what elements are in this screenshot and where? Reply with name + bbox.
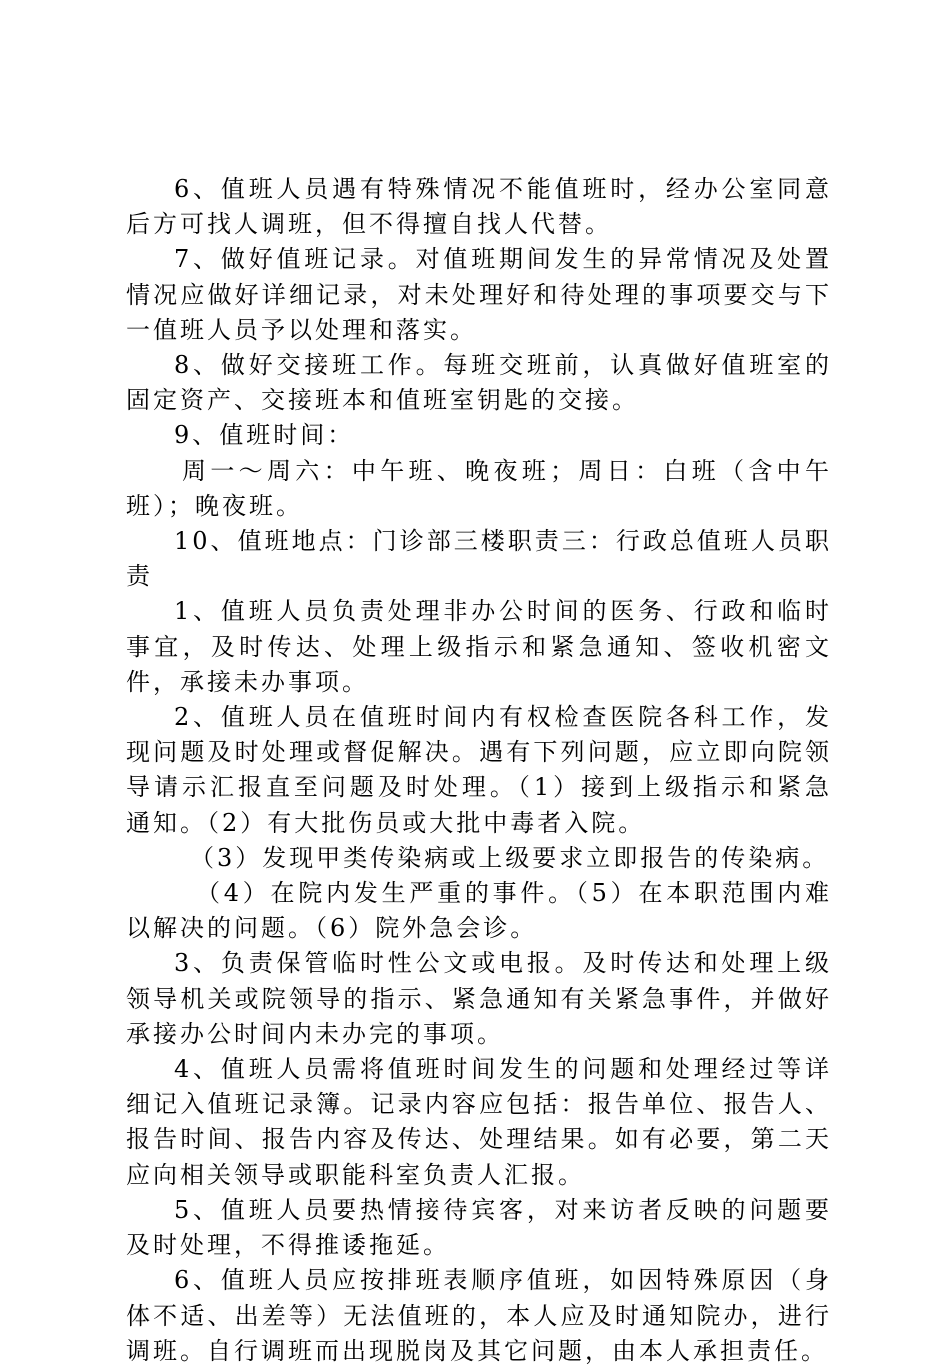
paragraph-duty-schedule: 周一～周六：中午班、晚夜班；周日：白班（含中午班）；晚夜班。 — [126, 456, 832, 520]
paragraph-admin-duty-2: 2、值班人员在值班时间内有权检查医院各科工作，发现问题及时处理或督促解决。遇有下列问题，应立即向院领导请示汇报直至问题及时处理。（1）接到上级指示和紧急通知。（2）有大批伤员或大批中毒者入院。 — [126, 703, 832, 837]
paragraph-admin-duty-5: 5、值班人员要热情接待宾客，对来访者反映的问题要及时处理，不得推诿拖延。 — [126, 1195, 832, 1260]
paragraph-admin-duty-2-item-3: （3）发现甲类传染病或上级要求立即报告的传染病。 — [190, 843, 830, 872]
paragraph-duty-rule-10: 10、值班地点：门诊部三楼职责三：行政总值班人员职责 — [126, 527, 832, 591]
paragraph-admin-duty-3: 3、负责保管临时性公文或电报。及时传达和处理上级领导机关或院领导的指示、紧急通知有关紧急事件，并做好承接办公时间内未办完的事项。 — [126, 949, 832, 1048]
paragraph-admin-duty-2-item-4: （4）在院内发生严重的事件。（5）在本职范围内难以解决的问题。（6）院外急会诊。 — [126, 879, 832, 943]
paragraph-admin-duty-1: 1、值班人员负责处理非办公时间的医务、行政和临时事宜，及时传达、处理上级指示和紧急通知、签收机密文件，承接未办事项。 — [126, 597, 832, 696]
document-body — [126, 172, 832, 1369]
paragraph-admin-duty-4: 4、值班人员需将值班时间发生的问题和处理经过等详细记入值班记录簿。记录内容应包括：报告单位、报告人、报告时间、报告内容及传达、处理结果。如有必要，第二天应向相关领导或职能科室负责人汇报。 — [126, 1055, 832, 1189]
paragraph-admin-duty-6: 6、值班人员应按排班表顺序值班，如因特殊原因（身体不适、出差等）无法值班的，本人应及时通知院办，进行调班。自行调班而出现脱岗及其它问题，由本人承担责任。 — [126, 1266, 832, 1365]
paragraph-duty-rule-7: 7、做好值班记录。对值班期间发生的异常情况及处置情况应做好详细记录，对未处理好和待处理的事项要交与下一值班人员予以处理和落实。 — [126, 245, 832, 344]
paragraph-duty-rule-6: 6、值班人员遇有特殊情况不能值班时，经办公室同意后方可找人调班，但不得擅自找人代替。 — [126, 175, 832, 239]
paragraph-duty-rule-8: 8、做好交接班工作。每班交班前，认真做好值班室的固定资产、交接班本和值班室钥匙的交接。 — [126, 351, 832, 415]
paragraph-duty-rule-9: 9、值班时间： — [174, 421, 355, 450]
